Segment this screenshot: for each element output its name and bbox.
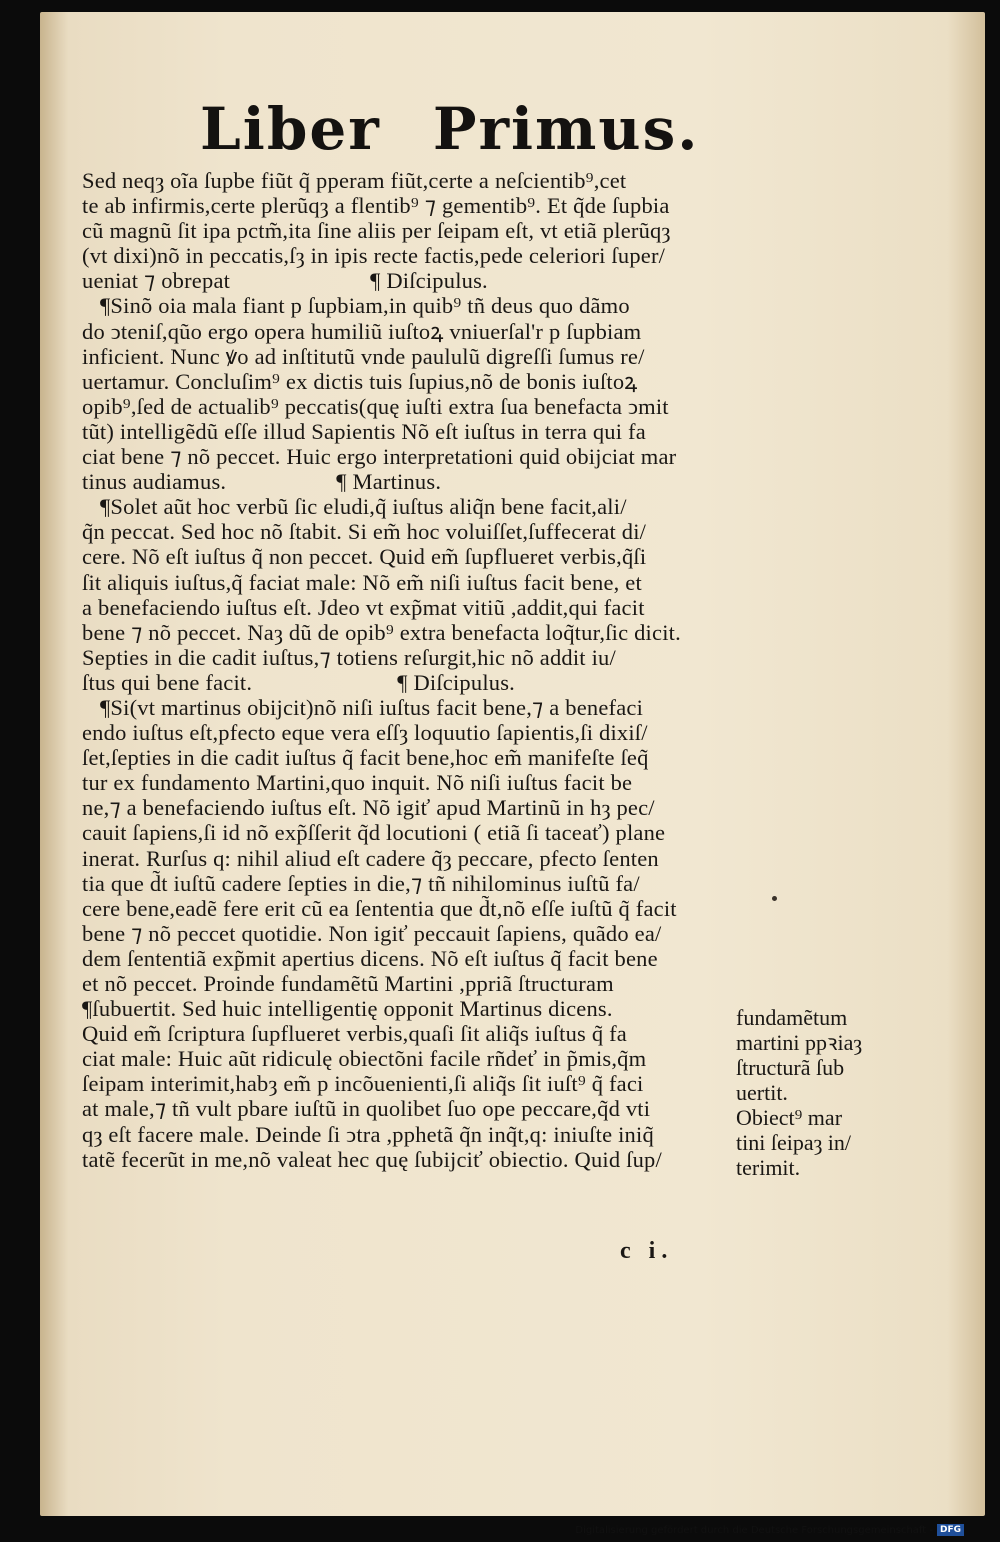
text-line: inficient. Nunc ꝟo ad inſtitutũ vnde paululũ digreſſi ſumus re/ (82, 343, 645, 369)
body-text (82, 168, 742, 1172)
margin-line: uertit. (736, 1080, 788, 1105)
text-segment: Solet aũt hoc verbũ ſic eludi,q̃ iuſtus aliq̃n bene facit,ali/ (110, 494, 627, 520)
text-line (82, 469, 742, 494)
text-segment: ueniat ⁊ obrepat (82, 268, 231, 294)
text-line: uertamur. Concluſim⁹ ex dictis tuis ſupius,nõ de bonis iuſtoꝝ (82, 368, 638, 394)
text-line: inerat. Rurſus q: nihil aliud eſt cadere q̃ȝ peccare, pfecto ſenten (82, 845, 659, 871)
text-line: cere bene,eadẽ fere erit cũ ea ſententia que d̃t,nõ eſſe iuſtũ q̃ facit (82, 895, 677, 921)
text-line: qȝ eſt facere male. Deinde ſi ↄtra ,pphetã q̃n inq̃t,q: iniuſte iniq̃ (82, 1121, 654, 1147)
text-line: Sed neqȝ oĩa ſupbe fiũt q̃ pperam fiũt,certe a neſcientib⁹,cet (82, 168, 627, 193)
text-line: ſit aliquis iuſtus,q̃ faciat male: Nõ em̃ niſi iuſtus facit bene, et (82, 569, 642, 595)
text-line: tur ex fundamento Martini,quo inquit. Nõ niſi iuſtus facit be (82, 770, 633, 796)
marginal-note (736, 1005, 896, 1180)
digitization-footer (575, 1524, 964, 1536)
text-segment: ſtus qui bene facit. (82, 669, 253, 695)
text-line: opib⁹,ſed de actualib⁹ peccatis(quę iuſti extra ſua benefacta ↄmit (82, 393, 669, 419)
text-line: tũt) intelligẽdũ eſſe illud Sapientis Nõ eſt iuſtus in terra qui fa (82, 418, 646, 444)
text-line: et nõ peccet. Proinde fundamẽtũ Martini ,ppriã ſtructuram (82, 971, 614, 996)
running-head-word: Primus. (432, 95, 700, 163)
text-line: do ↄteniſ,qũo ergo opera humiliũ iuſtoꝝ vniuerſal'r p ſupbiam (82, 318, 642, 344)
text-line: endo iuſtus eſt,pfecto eque vera eſſȝ loquutio ſapientis,ſi dixiſ/ (82, 720, 648, 746)
text-line: te ab infirmis,certe plerũqȝ a flentib⁹ ⁊ gementib⁹. Et q̃de ſupbia (82, 193, 670, 219)
text-line: ¶Sinõ oia mala fiant p ſupbiam,in quib⁹ tñ deus quo dãmo (100, 293, 630, 319)
text-line: bene ⁊ nõ peccet quotidie. Non igiť peccauit ſapiens, quãdo ea/ (82, 920, 662, 946)
text-line: Septies in die cadit iuſtus,⁊ totiens reſurgit,hic nõ addit iu/ (82, 644, 616, 670)
text-line: Quid em̃ ſcriptura ſupflueret verbis,quaſi ſit aliq̃s iuſtus q̃ fa (82, 1021, 627, 1047)
text-line: ciat male: Huic aũt ridiculę obiectõni facile rñdeť in p̃mis,q̃m (82, 1046, 647, 1072)
dfg-logo-icon: DFG (937, 1524, 964, 1536)
text-line: ¶ſubuertit. Sed huic intelligentię opponit Martinus dicens. (82, 996, 613, 1022)
running-head (200, 95, 700, 163)
text-line: tatẽ fecerũt in me,nõ valeat hec quę ſubijciť obiectio. Quid ſup/ (82, 1146, 662, 1172)
speaker-label-martinus: ¶ Martinus. (336, 469, 442, 495)
speaker-label-discipulus: ¶ Diſcipulus. (370, 268, 488, 294)
margin-line: Obiect⁹ mar (736, 1105, 843, 1130)
margin-line: martini ppꝛiaȝ (736, 1030, 863, 1055)
text-line (82, 670, 742, 695)
text-segment: Si(vt martinus obijcit)nõ niſi iuſtus facit bene,⁊ a benefaci (110, 694, 644, 720)
text-line: dem ſententiã exp̃mit apertius dicens. Nõ eſt iuſtus q̃ facit bene (82, 945, 658, 971)
margin-line: fundamẽtum (736, 1005, 848, 1030)
text-line: cauit ſapiens,ſi id nõ exp̃ſſerit q̃d locutioni ( etiã ſi taceať) plane (82, 820, 666, 846)
text-line: cũ magnũ ſit ipa pctm̃,ita ſine aliis per ſeipam eſt, vt etiã plerũqȝ (82, 218, 671, 244)
text-segment: ſubuertit. Sed huic intelligentię opponit Martinus dicens. (92, 996, 613, 1022)
margin-line: tini ſeipaȝ in/ (736, 1130, 852, 1155)
text-line: ¶Si(vt martinus obijcit)nõ niſi iuſtus facit bene,⁊ a benefaci (100, 694, 644, 720)
text-segment: tinus audiamus. (82, 469, 227, 495)
text-line: ciat bene ⁊ nõ peccet. Huic ergo interpretationi quid obijciat mar (82, 444, 677, 470)
text-line: ſeipam interimit,habȝ em̃ p incõuenienti,ſi aliq̃s ſit iuſt⁹ q̃ faci (82, 1071, 644, 1097)
text-line: a benefaciendo iuſtus eſt. Jdeo vt exp̃mat vitiũ ,addit,qui facit (82, 594, 645, 620)
text-line: ſet,ſepties in die cadit iuſtus q̃ facit bene,hoc em̃ manifeſte ſeq̃ (82, 745, 649, 771)
margin-line: ſtructurã ſub (736, 1055, 845, 1080)
signature-mark: c i. (620, 1238, 674, 1264)
footer-text: Digitalisierung gefördert durch die Deutsche Forschungsgemeinschaft - (575, 1524, 933, 1536)
text-line: at male,⁊ tñ vult pbare iuſtũ in quolibet ſuo ope peccare,q̃d vti (82, 1096, 651, 1122)
text-line: tia que d̃t iuſtũ cadere ſepties in die,⁊ tñ nihilominus iuſtũ fa/ (82, 870, 640, 896)
text-line: (vt dixi)nõ in peccatis,ſȝ in ipis recte factis,pede celeriori ſuper/ (82, 243, 666, 269)
ink-speck (772, 896, 777, 901)
text-line (82, 268, 742, 293)
text-line: q̃n peccat. Sed hoc nõ ſtabit. Si em̃ hoc voluiſſet,ſuffecerat di/ (82, 519, 647, 545)
text-line: cere. Nõ eſt iuſtus q̃ non peccet. Quid em̃ ſupflueret verbis,q̃ſi (82, 544, 647, 570)
text-segment: Sinõ oia mala fiant p ſupbiam,in quib⁹ tñ deus quo dãmo (110, 293, 630, 319)
text-line: bene ⁊ nõ peccet. Naȝ dũ de opib⁹ extra benefacta loq̃tur,ſic dicit. (82, 619, 681, 645)
margin-line: terimit. (736, 1155, 801, 1180)
speaker-label-discipulus: ¶ Diſcipulus. (397, 669, 516, 695)
text-line: ¶Solet aũt hoc verbũ ſic eludi,q̃ iuſtus aliq̃n bene facit,ali/ (100, 494, 627, 520)
running-head-word: Liber (200, 95, 381, 163)
text-line: ne,⁊ a benefaciendo iuſtus eſt. Nõ igiť apud Martinũ in hȝ pec/ (82, 795, 655, 821)
